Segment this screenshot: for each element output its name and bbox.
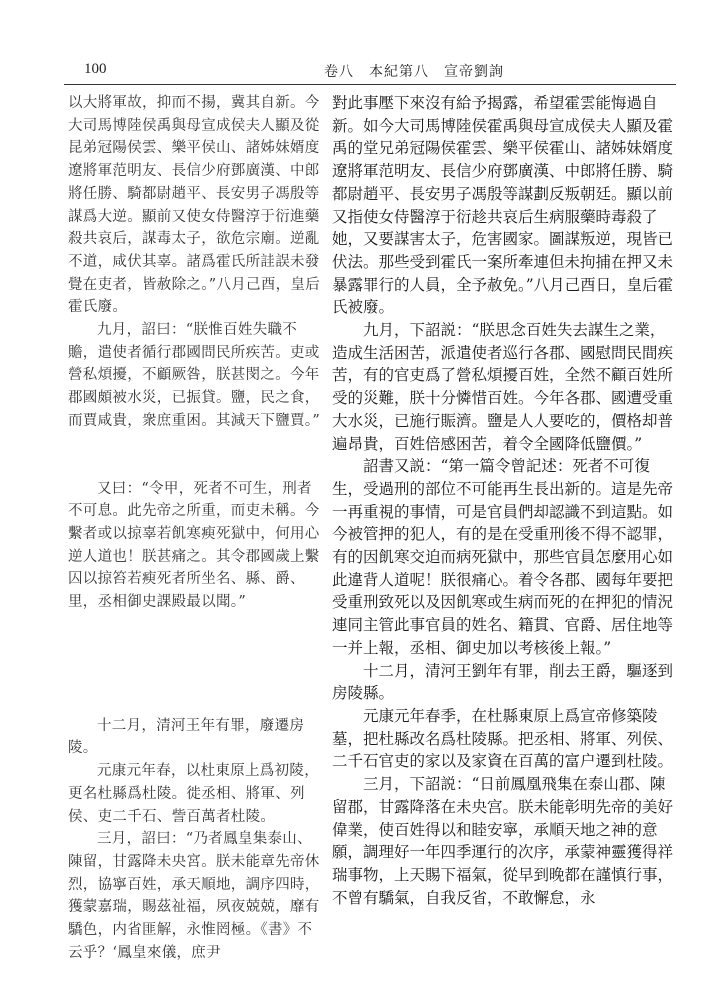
paragraph: 三月，詔曰：“乃者鳳皇集泰山、陳留，甘露降未央宮。朕未能章先帝休烈，協寧百姓，承天順地，調序四時，獲蒙嘉瑞，賜茲祉福，夙夜兢兢，靡有驕色，内省匪解，永惟罔極。《書》不云乎？‘鳳皇來儀，庶尹 [68, 831, 320, 961]
paragraph: 九月，下詔説：“朕思念百姓失去謀生之業，造成生活困苦，派遣使者巡行各郡、國慰問民間疾苦，有的官吏爲了營私煩擾百姓，全然不顧百姓所受的災難，朕十分憐惜百姓。今年各郡、國遭受重大水災，已施行賑濟。鹽是人人要吃的，價格却普遍昂貴，百姓倍感困苦，着令全國降低鹽價。” [332, 321, 674, 453]
paragraph: 以大將軍故，抑而不揚，冀其自新。今大司馬博陸侯禹與母宣成侯夫人顯及從昆弟冠陽侯雲、樂平侯山、諸姊妹婿度遼將軍范明友、長信少府鄧廣漢、中郎將任勝、騎都尉趙平、長安男子馮殷等謀爲大逆。顯前又使女侍醫淳于衍進藥殺共哀后，謀毒太子，欲危宗廟。逆亂不道，咸伏其辜。諸爲霍氏所詿誤未發覺在吏者，皆赦除之。”八月己酉，皇后霍氏廢。 [68, 95, 321, 316]
paragraph: 九月，詔曰：“朕惟百姓失職不贍，遣使者循行郡國問民所疾苦。吏或營私煩擾，不顧厥咎，朕甚閔之。今年郡國頗被水災，已振貸。鹽，民之食，而賈咸貴，衆庶重困。其減天下鹽賈。” [68, 322, 321, 429]
page-number: 100 [84, 61, 107, 77]
running-head: 卷八 本紀第八 宣帝劉詢 [324, 64, 504, 80]
paragraph: 三月，下詔説：“日前鳳凰飛集在泰山郡、陳留郡，甘露降落在未央宫。朕未能彰明先帝的美好偉業，使百姓得以和睦安寧，承順天地之神的意願，調理好一年四季運行的次序，承蒙神靈獲得祥瑞事物，上天賜下福氣，從早到晚都在謹慎行事，不曾有驕氣，自我反省，不敢懈怠，永 [332, 775, 674, 907]
paragraph: 元康元年春季，在杜縣東原上爲宣帝修築陵墓，把杜縣改名爲杜陵縣。把丞相、將軍、列侯、二千石官吏的家以及家資在百萬的富户遷到杜陵。 [332, 706, 674, 771]
paragraph: 十二月，清河王劉年有罪，削去王爵，驅逐到房陵縣。 [332, 661, 674, 703]
paragraph: 又曰：“令甲，死者不可生，刑者不可息。此先帝之所重，而吏未稱。今繫者或以掠辜若飢寒瘐死獄中，何用心逆人道也！朕甚痛之。其令郡國歲上繫囚以掠笞若瘐死者所坐名、縣、爵、里，丞相御史課殿最以聞。” [68, 480, 320, 611]
paragraph: 元康元年春，以杜東原上爲初陵，更名杜縣爲杜陵。徙丞相、將軍、列侯、吏二千石、訾百萬者杜陵。 [68, 763, 319, 825]
paragraph: 對此事壓下來沒有給予揭露，希望霍雲能悔過自新。如今大司馬博陸侯霍禹與母宣成侯夫人顯及霍禹的堂兄弟冠陽侯霍雲、樂平侯霍山、諸姊妹婿度遼將軍范明友、長信少府鄧廣漢、中郎將任勝、騎都尉趙平、長安男子馮殷等謀劃反叛朝廷。顯以前又指使女侍醫淳于衍趁共哀后生病服藥時毒殺了她，又要謀害太子，危害國家。圖謀叛逆，現皆已伏法。那些受到霍氏一案所牽連但未拘捕在押又未暴露罪行的人員，全予赦免。”八月己酉日，皇后霍氏被廢。 [332, 94, 674, 317]
paragraph: 十二月，清河王年有罪，廢遷房陵。 [68, 717, 305, 757]
paragraph: 詔書又説：“第一篇令曾記述：死者不可復生，受過刑的部位不可能再生長出新的。這是先帝一再重視的事情，可是官員們却認識不到這點。如今被管押的犯人，有的是在受重刑後不得不認罪，有的因飢寒交迫而病死獄中，那些官員怎麼用心如此違背人道呢！朕很痛心。着令各郡、國每年要把受重刑致死以及因飢寒或生病而死的在押犯的情況連同主管此事官員的姓名、籍貫、官爵、居住地等一并上報，丞相、御史加以考核後上報。” [332, 457, 674, 657]
header-rule [64, 84, 676, 85]
translation-column [332, 92, 678, 909]
classical-text-column [68, 92, 326, 965]
page-header [64, 59, 664, 81]
